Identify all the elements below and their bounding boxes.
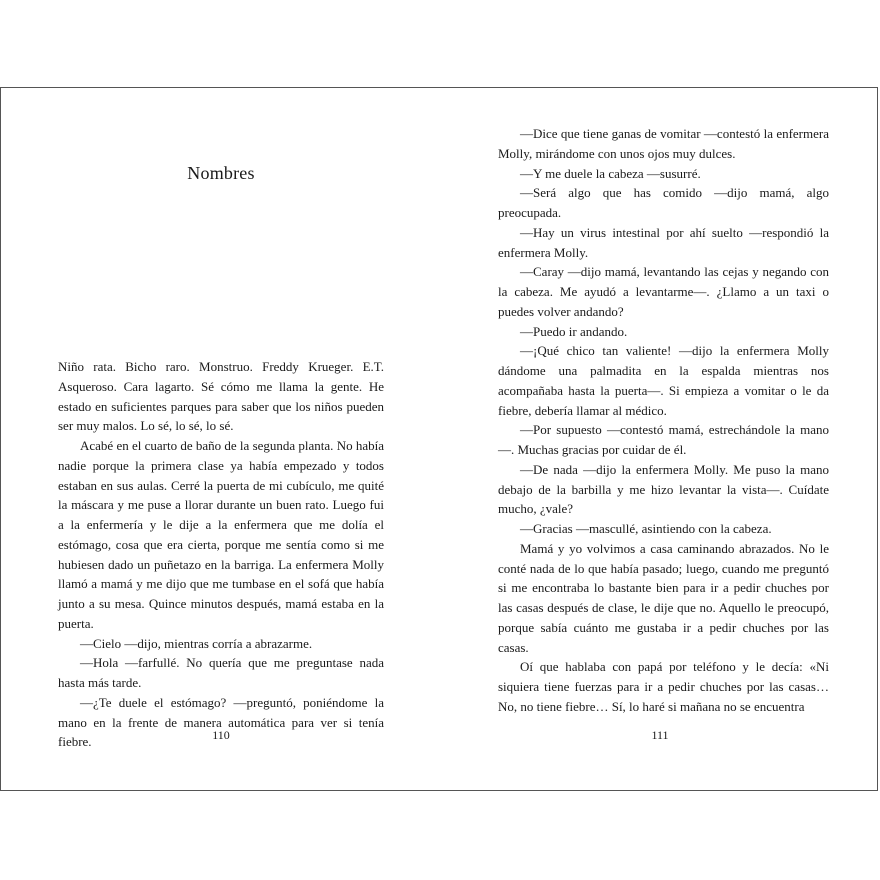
paragraph: Niño rata. Bicho raro. Monstruo. Freddy Krueger. E.T. Asqueroso. Cara lagarto. Sé cómo me llama la gente. He estado en suficientes parques para saber que los niños pueden ser muy malos. Lo sé, lo sé, lo sé. [58, 359, 384, 434]
paragraph: —Hola —farfullé. No quería que me preguntase nada hasta más tarde. [58, 655, 384, 690]
paragraph: —Por supuesto —contestó mamá, estrechándole la mano—. Muchas gracias por cuidar de él. [498, 422, 829, 457]
paragraph: —Será algo que has comido —dijo mamá, algo preocupada. [498, 185, 829, 220]
page-number: 111 [651, 728, 669, 742]
paragraph: —Cielo —dijo, mientras corría a abrazarme. [80, 635, 313, 651]
paragraph: —Caray —dijo mamá, levantando las cejas y negando con la cabeza. Me ayudó a levantarme—. ¿Llamo a un taxi o puedes volver andando? [498, 264, 829, 319]
left-page-text [58, 357, 384, 752]
paragraph: —¿Te duele el estómago? —preguntó, poniéndome la mano en la frente de manera automática para ver si tenía fiebre. [58, 694, 384, 750]
paragraph: —Dice que tiene ganas de vomitar —contestó la enfermera Molly, mirándome con unos ojos muy dulces. [498, 126, 829, 161]
page-number: 110 [212, 728, 230, 742]
right-page-text [498, 124, 829, 717]
paragraph: —Hay un virus intestinal por ahí suelto —respondió la enfermera Molly. [498, 224, 829, 260]
paragraph: Acabé en el cuarto de baño de la segunda planta. No había nadie porque la primera clase ya había empezado y todos estaban en sus aulas. Cerré la puerta de mi cubículo, me quité la máscara y me puse a llorar durante un buen rato. Luego fui a la enfermería y le dije a la enfermera que me dolía el estómago, cosa que era cierta, porque me sentía como si me hubiesen dado un puñetazo en la barriga. La enfermera Molly llamó a mamá y me dijo que me tumbase en el sofá que había junto a su mesa. Quince minutos después, mamá estaba en la puerta. [58, 438, 384, 631]
paragraph: —De nada —dijo la enfermera Molly. Me puso la mano debajo de la barbilla y me hizo levantar la vista—. Cuídate mucho, ¿vale? [498, 461, 829, 517]
paragraph: —Gracias —mascullé, asintiendo con la cabeza. [520, 521, 772, 536]
paragraph: Mamá y yo volvimos a casa caminando abrazados. No le conté nada de lo que había pasado; luego, cuando me preguntó si me encontraba lo bastante bien para ir a pedir chuches por las casas después de clase, le dije que no. Aquello le preocupó, porque sabía cuánto me gustaba ir a pedir chuches por las casas. [498, 540, 829, 655]
paragraph: Oí que hablaba con papá por teléfono y le decía: «Ni siquiera tiene fuerzas para ir a pedir chuches por las casas… No, no tiene fiebre… Sí, lo haré si mañana no se encuentra [498, 659, 829, 714]
paragraph: —¡Qué chico tan valiente! —dijo la enfermera Molly dándome una palmadita en la espalda mientras nos acompañaba hasta la puerta—. Si empieza a vomitar o le da fiebre, debería llamar al médico. [498, 343, 829, 418]
book-spread [0, 87, 878, 791]
right-page [441, 88, 879, 790]
left-page [1, 88, 441, 790]
chapter-title: Nombres [187, 163, 255, 183]
paragraph: —Y me duele la cabeza —susurré. [520, 165, 701, 181]
paragraph: —Puedo ir andando. [520, 323, 628, 339]
